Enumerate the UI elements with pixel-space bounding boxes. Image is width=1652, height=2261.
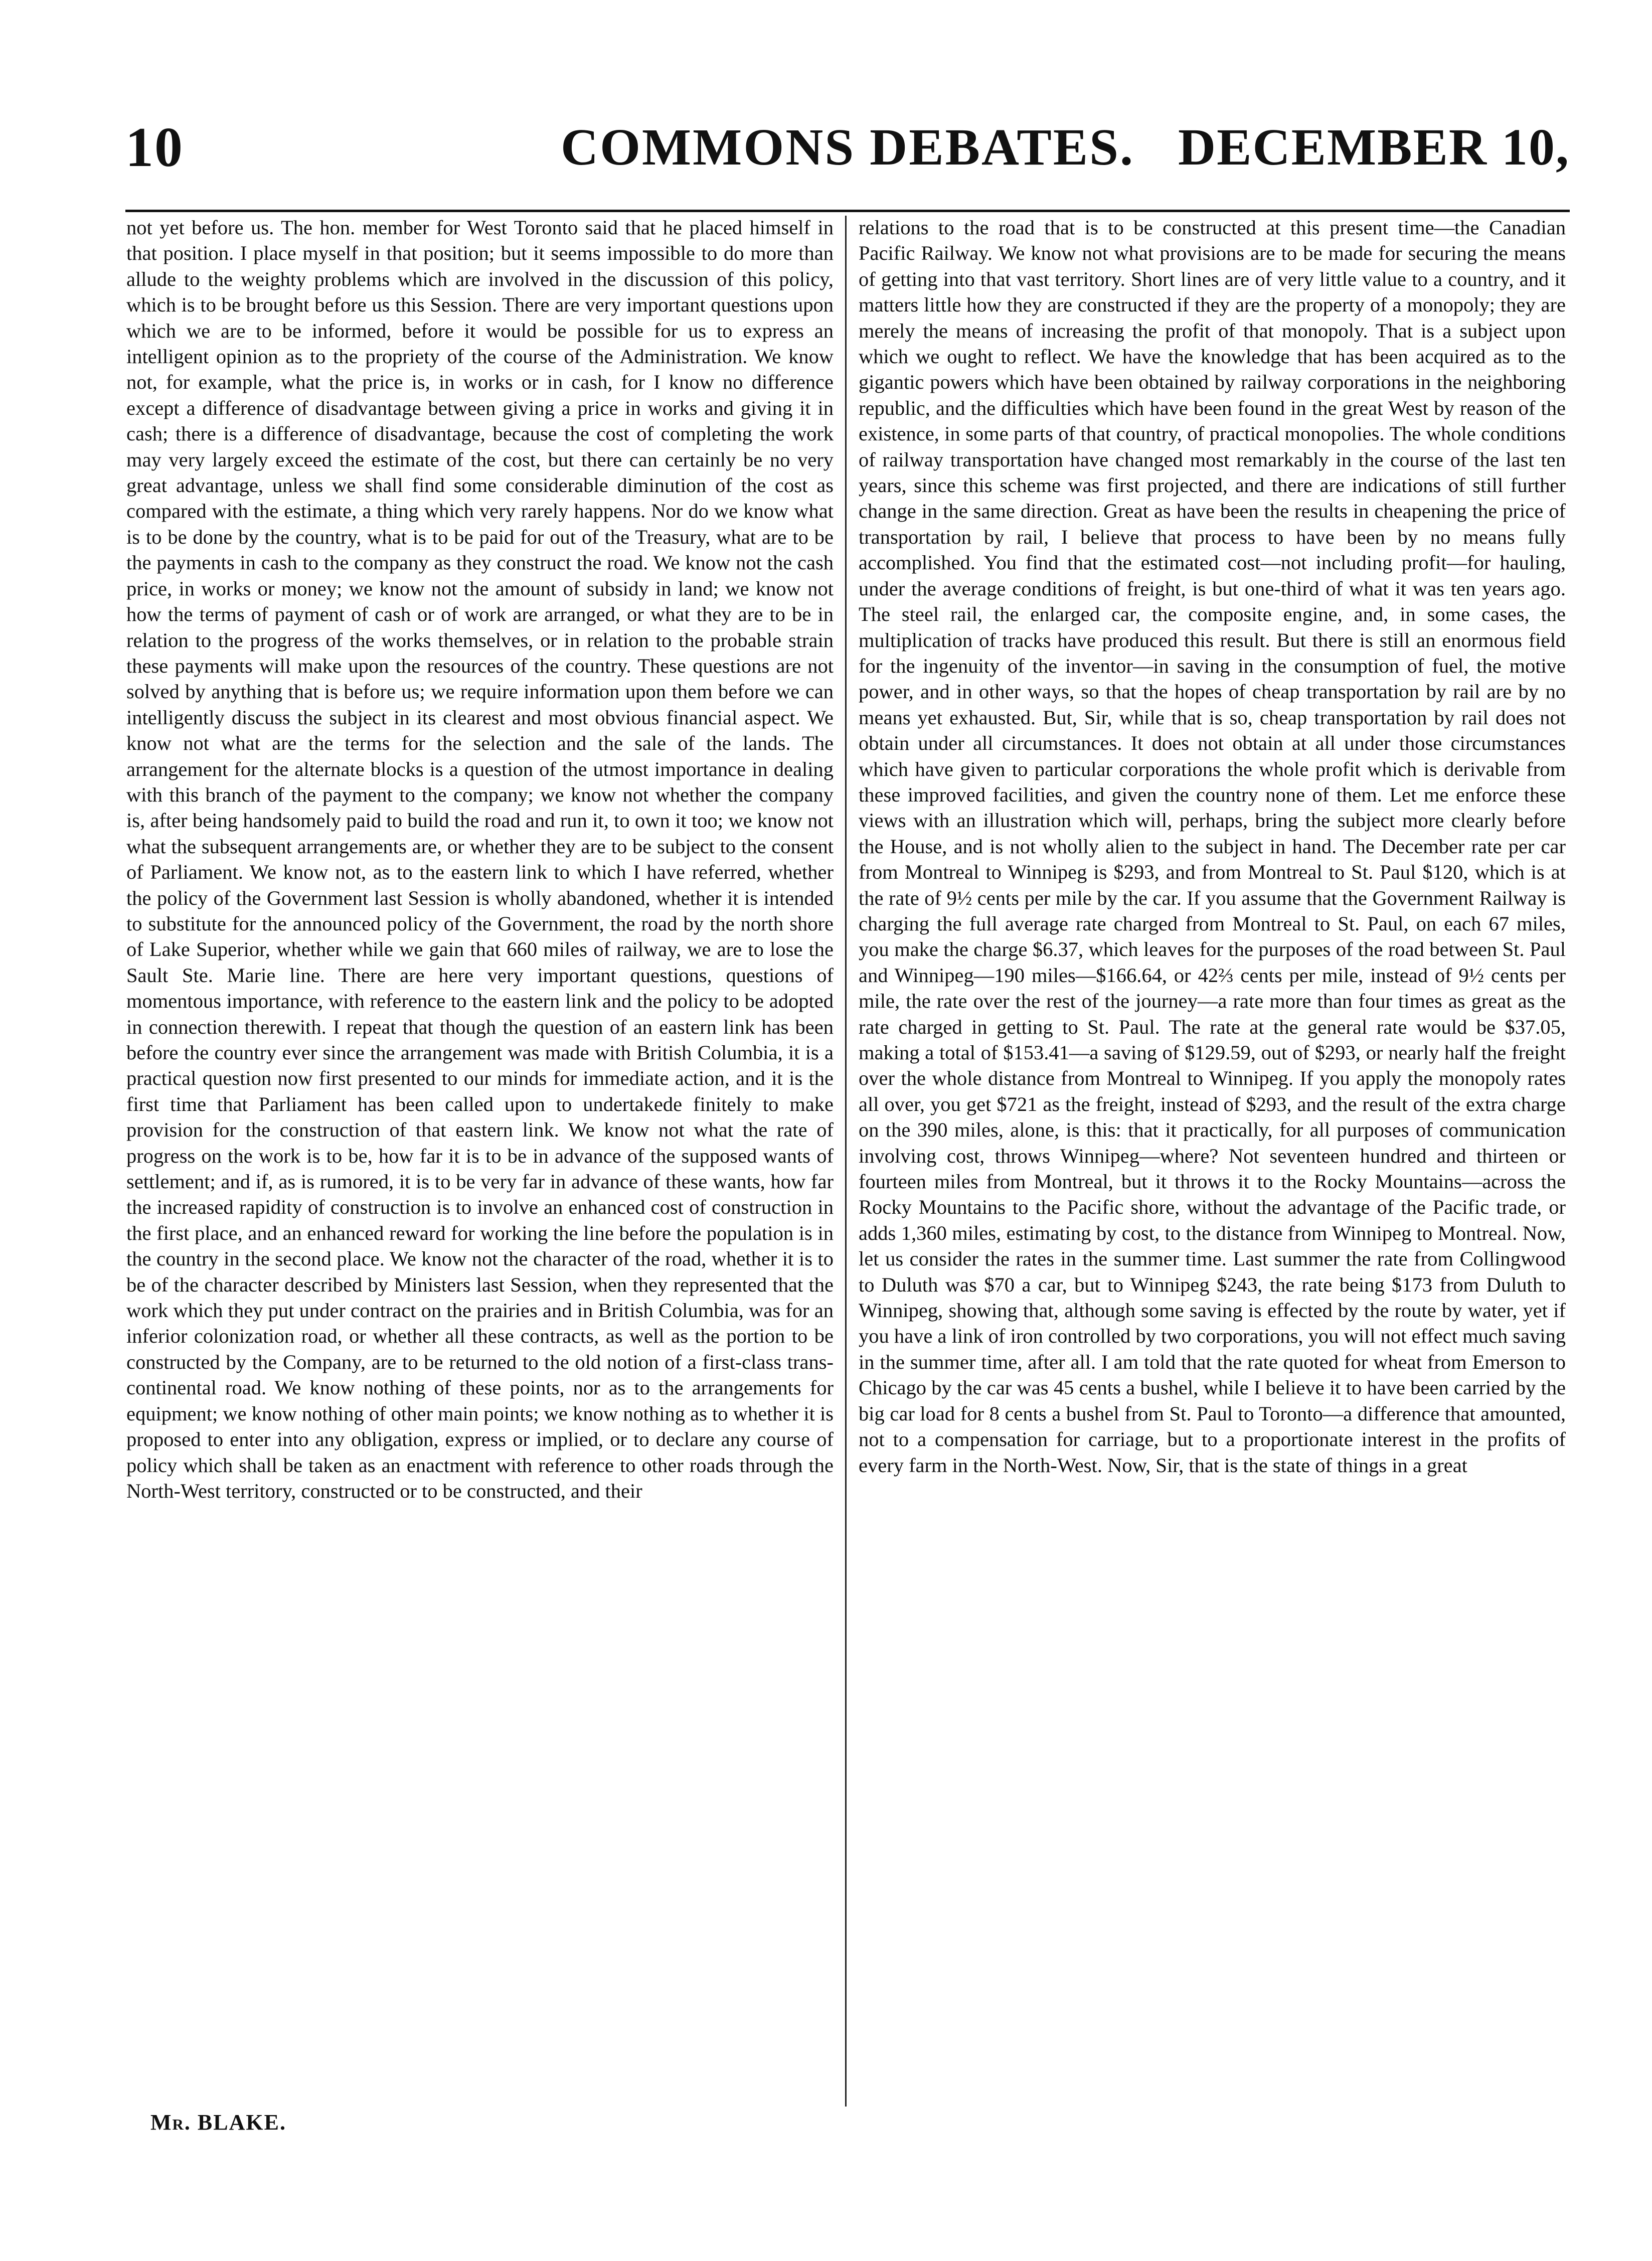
left-column-text: not yet before us. The hon. member for West Toronto said that he placed himself in that position. I place myself in that position; but it seems impossible to do more than allude to the weighty problems which are involved in the discussion of this policy, which is to be brought before us this Session. There are very important questions upon which we are to be informed, before it would be possible for us to express an intelligent opinion as to the propriety of the course of the Administration. We know not, for example, what the price is, in works or in cash, for I know no difference except a difference of disadvantage between giving a price in works and giving it in cash; there is a difference of disadvantage, because the cost of completing the work may very largely exceed the estimate of the cost, but there can certainly be no very great advantage, unless we shall find some considerable diminution of the cost as compared with the estimate, a thing which very rarely happens. Nor do we know what is to be done by the country, what is to be paid for out of the Treasury, what are to be the payments in cash to the company as they construct the road. We know not the cash price, in works or money; we know not the amount of subsidy in land; we know not how the terms of payment of cash or of work are arranged, or what they are to be in relation to the progress of the works themselves, or in relation to the probable strain these payments will make upon the resources of the country. These questions are not solved by anything that is before us; we require information upon them before we can intelligently discuss the subject in its clearest and most obvious financial aspect. We know not what are the terms for the selection and the sale of the lands. The arrangement for the alternate blocks is a question of the utmost importance in dealing with this branch of the payment to the company; we know not whether the company is, after being handsomely paid to build the road and run it, to own it too; we know not what the subsequent arrangements are, or whether they are to be subject to the consent of Parliament. We know not, as to the eastern link to which I have referred, whether the policy of the Government last Session is wholly abandoned, whether it is intended to substitute for the announced policy of the Government, the road by the north shore of Lake Superior, whether while we gain that 660 miles of railway, we are to lose the Sault Ste. Marie line. There are here very important questions, questions of momentous importance, with reference to the eastern link and the policy to be adopted in connection therewith. I repeat that though the question of an eastern link has been before the country ever since the arrangement was made with British Columbia, it is a practical question now first presented to our minds for immediate action, and it is the first time that Parliament has been called upon to undertakede finitely to make provision for the construction of that eastern link. We know not what the rate of progress on the work is to be, how far it is to be in advance of the supposed wants of settlement; and if, as is rumored, it is to be very far in advance of these wants, how far the increased rapidity of construction is to involve an enhanced cost of construction in the first place, and an enhanced reward for working the line before the population is in the country in the second place. We know not the character of the road, whether it is to be of the character described by Ministers last Session, when they represented that the work which they put under contract on the prairies and in British Columbia, was for an inferior colonization road, or whether all these contracts, as well as the portion to be constructed by the Company, are to be returned to the old notion of a first-class trans-continental road. We know nothing of these points, nor as to the arrangements for equipment; we know nothing of other main points; we know nothing as to whether it is proposed to enter into any obligation, express or implied, or to declare any course of policy which shall be taken as an enactment with reference to other roads through the North-West territory, constructed or to be constructed, and their (126, 216, 834, 1502)
header-rule (125, 210, 1570, 212)
right-column-text: relations to the road that is to be constructed at this present time—the Canadian Pacific Railway. We know not what provisions are to be made for securing the means of getting into that vast territory. Short lines are of very little value to a country, and it matters little how they are constructed if they are the property of a monopoly; they are merely the means of increasing the profit of that monopoly. That is a subject upon which we ought to reflect. We have the knowledge that has been acquired as to the gigantic powers which have been obtained by railway corporations in the neighboring republic, and the difficulties which have been found in the great West by reason of the existence, in some parts of that country, of practical monopolies. The whole conditions of railway transportation have changed most remarkably in the course of the last ten years, since this scheme was first projected, and there are indications of still further change in the same direction. Great as have been the results in cheapening the price of transportation by rail, I believe that process to have been by no means fully accomplished. You find that the estimated cost—not including profit—for hauling, under the average conditions of freight, is but one-third of what it was ten years ago. The steel rail, the enlarged car, the composite engine, and, in some cases, the multiplication of tracks have produced this result. But there is still an enormous field for the ingenuity of the inventor—in saving in the consumption of fuel, the motive power, and in other ways, so that the hopes of cheap transportation by rail are by no means yet exhausted. But, Sir, while that is so, cheap transportation by rail does not obtain under all circumstances. It does not obtain at all under those circumstances which have given to particular corporations the whole profit which is derivable from these improved facilities, and given the country none of them. Let me enforce these views with an illustration which will, perhaps, bring the subject more clearly before the House, and is not wholly alien to the subject in hand. The December rate per car from Montreal to Winnipeg is $293, and from Montreal to St. Paul $120, which is at the rate of 9½ cents per mile by the car. If you assume that the Government Railway is charging the full average rate charged from Montreal to St. Paul, on each 67 miles, you make the charge $6.37, which leaves for the purposes of the road between St. Paul and Winnipeg—190 miles—$166.64, or 42⅔ cents per mile, instead of 9½ cents per mile, the rate over the rest of the journey—a rate more than four times as great as the rate charged in getting to St. Paul. The rate at the general rate would be $37.05, making a total of $153.41—a saving of $129.59, out of $293, or nearly half the freight over the whole distance from Montreal to Winnipeg. If you apply the monopoly rates all over, you get $721 as the freight, instead of $293, and the result of the extra charge on the 390 miles, alone, is this: that it practically, for all purposes of communication involving cost, throws Winnipeg—where? Not seventeen hundred and thirteen or fourteen miles from Montreal, but it throws it to the Rocky Mountains—across the Rocky Mountains to the Pacific shore, without the advantage of the Pacific trade, or adds 1,360 miles, estimating by cost, to the distance from Winnipeg to Montreal. Now, let us consider the rates in the summer time. Last summer the rate from Collingwood to Duluth was $70 a car, but to Winnipeg $243, the rate being $173 from Duluth to Winnipeg, showing that, although some saving is effected by the route by water, yet if you have a link of iron controlled by two corporations, you will not effect much saving in the summer time, after all. I am told that the rate quoted for wheat from Emerson to Chicago by the car was 45 cents a bushel, while I believe it to have been carried by the big car load for 8 cents a bushel from St. Paul to Toronto—a difference that amounted, not to a compensation for carriage, but to a proportionate interest in the profits of every farm in the North-West. Now, Sir, that is the state of things in a great (859, 216, 1566, 1477)
issue-date: DECEMBER 10, (1178, 118, 1570, 176)
speaker-name: Mr. BLAKE. (150, 2110, 286, 2135)
left-column (126, 215, 834, 1504)
column-divider (845, 216, 847, 2107)
journal-title: COMMONS DEBATES. (561, 118, 1134, 176)
page-header (125, 110, 1570, 211)
page-number: 10 (125, 116, 184, 179)
right-column (859, 215, 1566, 1478)
